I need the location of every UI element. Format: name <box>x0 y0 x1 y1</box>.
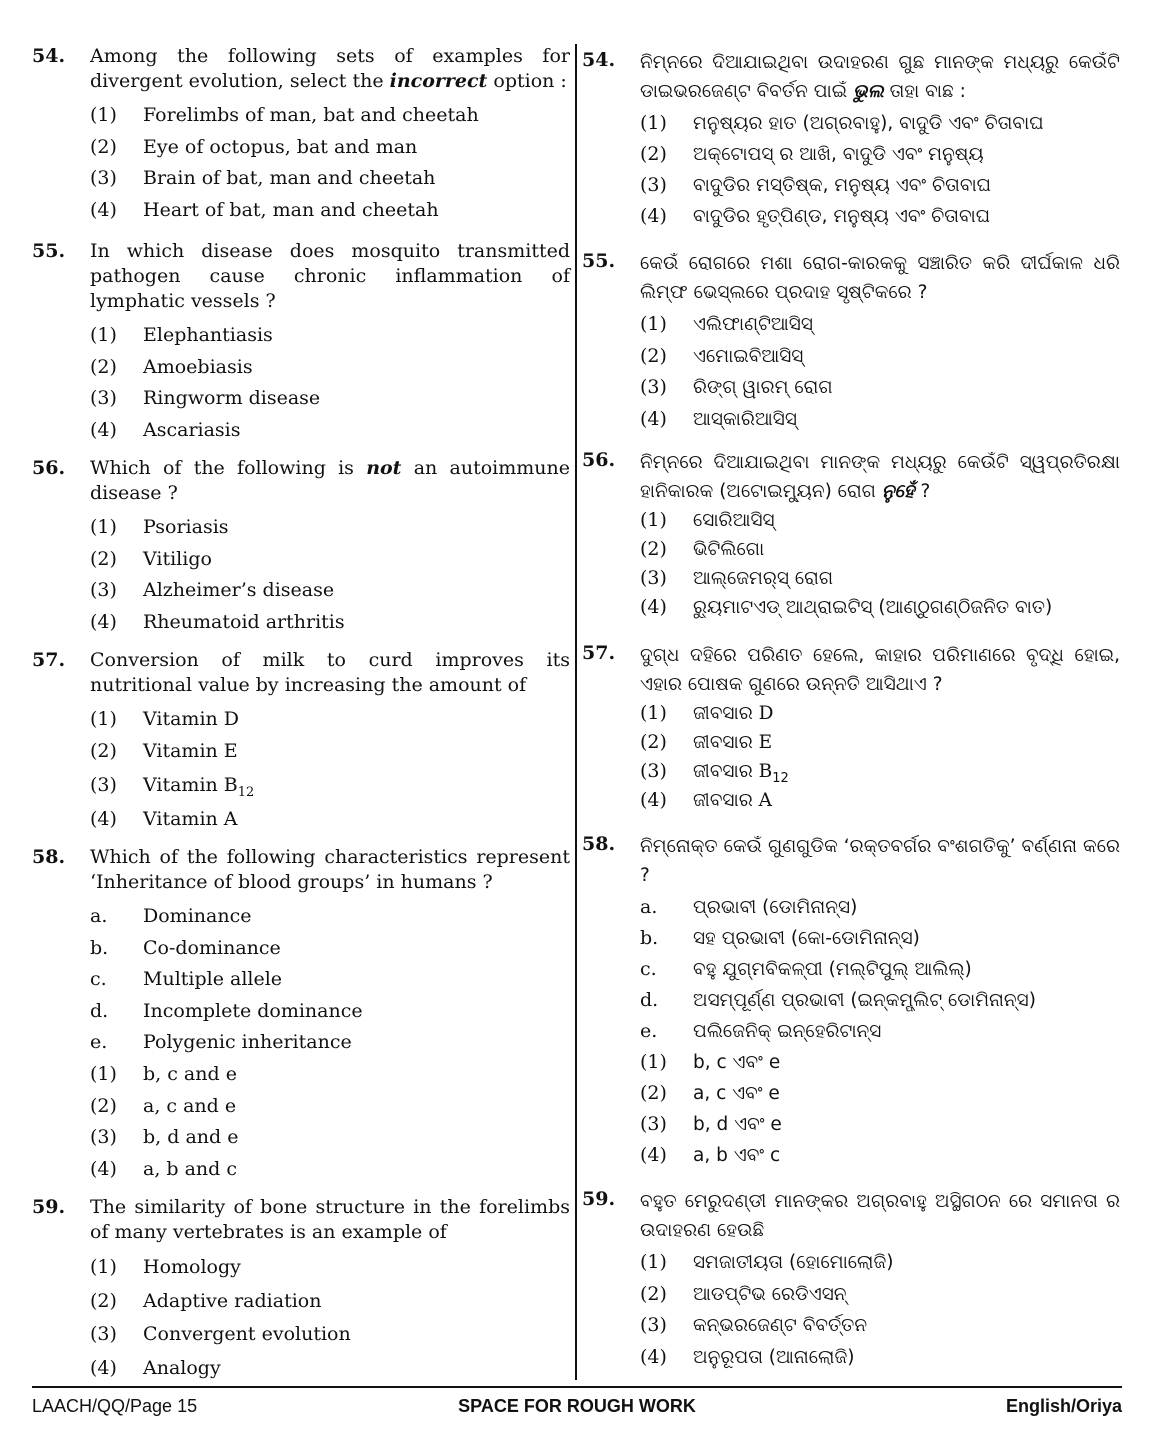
question-56-oriya <box>582 448 1120 622</box>
option: (3) ରିଙ୍ଗ୍ ୱାରମ୍ ରୋଗ <box>640 376 833 398</box>
option: (4) ରୁ୍ୟମାଟଏଡ୍ ଆଥ୍ରାଇଟିସ୍ (ଆଣ୍ଠୁଗଣ୍ଠିଜନିତ ବାତ) <box>640 596 1053 618</box>
question-54 <box>32 44 570 226</box>
option: (2) Adaptive radiation <box>90 1289 322 1312</box>
question-number: 55. <box>32 240 66 262</box>
question-59 <box>32 1195 570 1385</box>
question-text: ନିମ୍ନରେ ଦିଆଯାଇଥିବା ଉଦାହରଣ ଗୁଛ ମାନଙ୍କ ମଧ୍ୟରୁ କେଉଁଟି ଡାଇଭରଜେଣ୍ଟ ବିବର୍ତନ ପାଇଁ ଭୁଲ ତାହା ବାଛ : <box>640 52 1120 102</box>
option: (1) ଏଲିଫାଣ୍ଟିଆସିସ୍ <box>640 313 813 335</box>
option: (4) a, b and c <box>90 1157 238 1180</box>
question-text: ଦୁଗ୍ଧ ଦହିରେ ପରିଣତ ହେଲେ, କାହାର ପରିମାଣରେ ବୃଦ୍ଧି ହୋଇ, ଏହାର ପୋଷକ ଗୁଣରେ ଉନ୍ନତି ଆସିଥାଏ ? <box>640 645 1120 695</box>
option: (3) Convergent evolution <box>90 1323 351 1345</box>
question-58-oriya <box>582 832 1120 1171</box>
option: (2) ଆଡପ୍ଟିଭ ରେଡିଏସନ୍ <box>640 1282 847 1305</box>
statement: e. ପଲିଜେନିକ୍ ଇନ୍‌ହେରିଟାନ୍‌ସ <box>640 1020 882 1042</box>
option: (2) ଭିଟିଲିଗୋ <box>640 538 765 560</box>
question-text: Which of the following characteristics represent ‘Inheritance of blood groups’ in humans ? <box>90 846 570 893</box>
question-number: 58. <box>582 833 616 855</box>
options <box>640 1247 1120 1373</box>
option: (4) Rheumatoid arthritis <box>90 610 345 633</box>
option: (4) a, b ଏବଂ c <box>640 1144 781 1166</box>
options <box>90 100 570 226</box>
statements <box>640 892 1120 1171</box>
question-number: 57. <box>32 649 66 671</box>
column-divider <box>575 44 577 1380</box>
statement: c. ବହୁ ଯୁଗ୍ମବିକଳ୍ପୀ (ମଲ୍‌ଟିପୁଲ୍ ଆଲିଲ୍) <box>640 958 972 980</box>
statement: b. Co-dominance <box>90 936 281 959</box>
option: (2) a, c and e <box>90 1094 237 1117</box>
option: (1) Elephantiasis <box>90 324 273 346</box>
option: (4) ଆସ୍କାରିଆସିସ୍ <box>640 407 797 430</box>
option: (1) Homology <box>90 1256 241 1278</box>
question-number: 56. <box>582 449 616 471</box>
statement: d. ଅସମ୍ପୂର୍ଣ୍ଣ ପ୍ରଭାବୀ (ଇନ୍‌କମ୍ପ୍ଲିଟ୍ ଡୋମିନାନ୍‌ସ) <box>640 989 1036 1011</box>
question-56 <box>32 456 570 638</box>
option: (1) ମନୁଷ୍ୟର ହାତ (ଅଗ୍ରବାହୁ), ବାଦୁଡି ଏବଂ ଚିତାବାଘ <box>640 112 1044 134</box>
question-59-oriya <box>582 1187 1120 1373</box>
question-58 <box>32 845 570 1185</box>
language-label: English/Oriya <box>1005 1396 1122 1416</box>
question-text: Conversion of milk to curd improves its nutritional value by increasing the amount of <box>90 649 570 696</box>
question-number: 54. <box>32 45 66 67</box>
option: (3) Ringworm disease <box>90 387 321 410</box>
statement: e. Polygenic inheritance <box>90 1031 352 1054</box>
statement: a. Dominance <box>90 905 252 927</box>
statement: a. ପ୍ରଭାବୀ (ଡୋମିନାନ୍‌ସ) <box>640 896 858 918</box>
question-55-oriya <box>582 249 1120 435</box>
option: (2) Eye of octopus, bat and man <box>90 135 418 158</box>
option: (2) ଅକ୍ଟୋପସ୍ ର ଆଖି, ବାଦୁଡି ଏବଂ ମନୁଷ୍ୟ <box>640 143 984 165</box>
option: (4) ଜୀବସାର A <box>640 789 772 811</box>
options <box>90 704 570 836</box>
option: (1) Vitamin D <box>90 708 240 730</box>
question-text: In which disease does mosquito transmitted pathogen cause chronic inflammation of lymphatic vessels ? <box>90 240 570 312</box>
page-code: LAACH/QQ/Page 15 <box>32 1396 198 1416</box>
question-number: 54. <box>582 49 616 71</box>
options <box>90 512 570 638</box>
footer-rule <box>32 1386 1122 1388</box>
question-number: 59. <box>582 1188 616 1210</box>
option: (1) Forelimbs of man, bat and cheetah <box>90 104 479 126</box>
option: (1) b, c and e <box>90 1062 237 1085</box>
option: (1) b, c ଏବଂ e <box>640 1051 781 1073</box>
question-text: ନିମ୍ନରେ ଦିଆଯାଇଥିବା ମାନଙ୍କ ମଧ୍ୟରୁ କେଉଁଟି ସ୍ୱପ୍ରତିରକ୍ଷା ହାନିକାରକ (ଅଟୋଇମ୍ୟୁନ) ରୋଗ ନୁହେଁ ? <box>640 452 1120 502</box>
option: (4) ବାଦୁଡିର ହୃତ୍‌ପିଣ୍ଡ, ମନୁଷ୍ୟ ଏବଂ ଚିତାବାଘ <box>640 205 991 227</box>
question-text: ନିମ୍ନୋକ୍ତ କେଉଁ ଗୁଣଗୁଡିକ ‘ରକ୍ତବର୍ଗର ବଂଶଗତିକୁ’ ବର୍ଣ୍ଣନା କରେ ? <box>640 836 1120 886</box>
option: (2) ଜୀବସାର E <box>640 731 773 753</box>
question-number: 58. <box>32 846 66 868</box>
options <box>640 699 1120 815</box>
option: (3) Vitamin $B_{12}$ <box>90 774 255 801</box>
option: (4) Heart of bat, man and cheetah <box>90 198 439 221</box>
question-number: 59. <box>32 1196 66 1218</box>
option: (3) ବାଦୁଡିର ମସ୍ତିଷ୍କ, ମନୁଷ୍ୟ ଏବଂ ଚିତାବାଘ <box>640 174 992 196</box>
options <box>640 506 1120 622</box>
rough-work-label: SPACE FOR ROUGH WORK <box>458 1396 696 1416</box>
statement: d. Incomplete dominance <box>90 999 363 1022</box>
option: (1) ସମଜାତୀୟତା (ହୋମୋଲୋଜି) <box>640 1251 894 1273</box>
question-text: Among the following sets of examples for divergent evolution, select the incorrect option : <box>90 45 570 92</box>
options <box>640 309 1120 435</box>
question-55 <box>32 239 570 446</box>
option: (1) ସୋରିଆସିସ୍ <box>640 509 775 531</box>
option: (2) a, c ଏବଂ e <box>640 1082 780 1104</box>
question-text: ବହୁତ ମେରୁଦଣ୍ଡୀ ମାନଙ୍କର ଅଗ୍ରବାହୁ ଅସ୍ଥିଗଠନ ରେ ସମାନତା ର ଉଦାହରଣ ହେଉଛି <box>640 1191 1120 1241</box>
option: (1) Psoriasis <box>90 516 229 538</box>
option: (3) କନ୍‌ଭରଜେଣ୍ଟ ବିବର୍ତ୍ତନ <box>640 1314 868 1336</box>
statements <box>90 901 570 1185</box>
option: (2) ଏମୋଇବିଆସିସ୍ <box>640 344 804 367</box>
question-57 <box>32 648 570 836</box>
statement: b. ସହ ପ୍ରଭାବୀ (କୋ-ଡୋମିନାନ୍‌ସ) <box>640 927 920 949</box>
option: (3) ଜୀବସାର $B_{12}$ <box>640 760 789 786</box>
option: (2) Vitamin E <box>90 739 238 762</box>
question-number: 56. <box>32 457 66 479</box>
option: (3) Alzheimer’s disease <box>90 579 335 602</box>
options <box>90 320 570 446</box>
option: (3) Brain of bat, man and cheetah <box>90 167 436 190</box>
option: (4) Analogy <box>90 1356 221 1379</box>
option: (1) ଜୀବସାର D <box>640 702 774 724</box>
statement: c. Multiple allele <box>90 968 283 991</box>
option: (2) Amoebiasis <box>90 355 253 378</box>
option: (3) ଆଲ୍‌ଜେମର୍‌ସ୍ ରୋଗ <box>640 567 834 589</box>
page-footer <box>32 1396 1122 1424</box>
question-text: The similarity of bone structure in the forelimbs of many vertebrates is an example of <box>90 1196 570 1243</box>
question-54-oriya <box>582 48 1120 232</box>
option: (4) Ascariasis <box>90 418 241 441</box>
question-number: 55. <box>582 250 616 272</box>
question-text: କେଉଁ ରୋଗରେ ମଶା ରୋଗ-କାରକକୁ ସଞ୍ଚାରିତ କରି ଦୀର୍ଘକାଳ ଧରି ଲିମ୍ଫ ଭେସ୍‌ଲରେ ପ୍ରଦାହ ସୃଷ୍ଟିକରେ ? <box>640 253 1120 303</box>
option: (4) Vitamin A <box>90 808 238 831</box>
question-text: Which of the following is not an autoimmune disease ? <box>90 457 570 504</box>
options <box>90 1251 570 1385</box>
option: (4) ଅନୁରୂପତା (ଆନାଲୋଜି) <box>640 1345 855 1368</box>
option: (2) Vitiligo <box>90 547 212 570</box>
question-number: 57. <box>582 642 616 664</box>
option: (3) b, d ଏବଂ e <box>640 1113 782 1135</box>
option: (3) b, d and e <box>90 1126 239 1149</box>
options <box>640 108 1120 232</box>
question-57-oriya <box>582 641 1120 815</box>
